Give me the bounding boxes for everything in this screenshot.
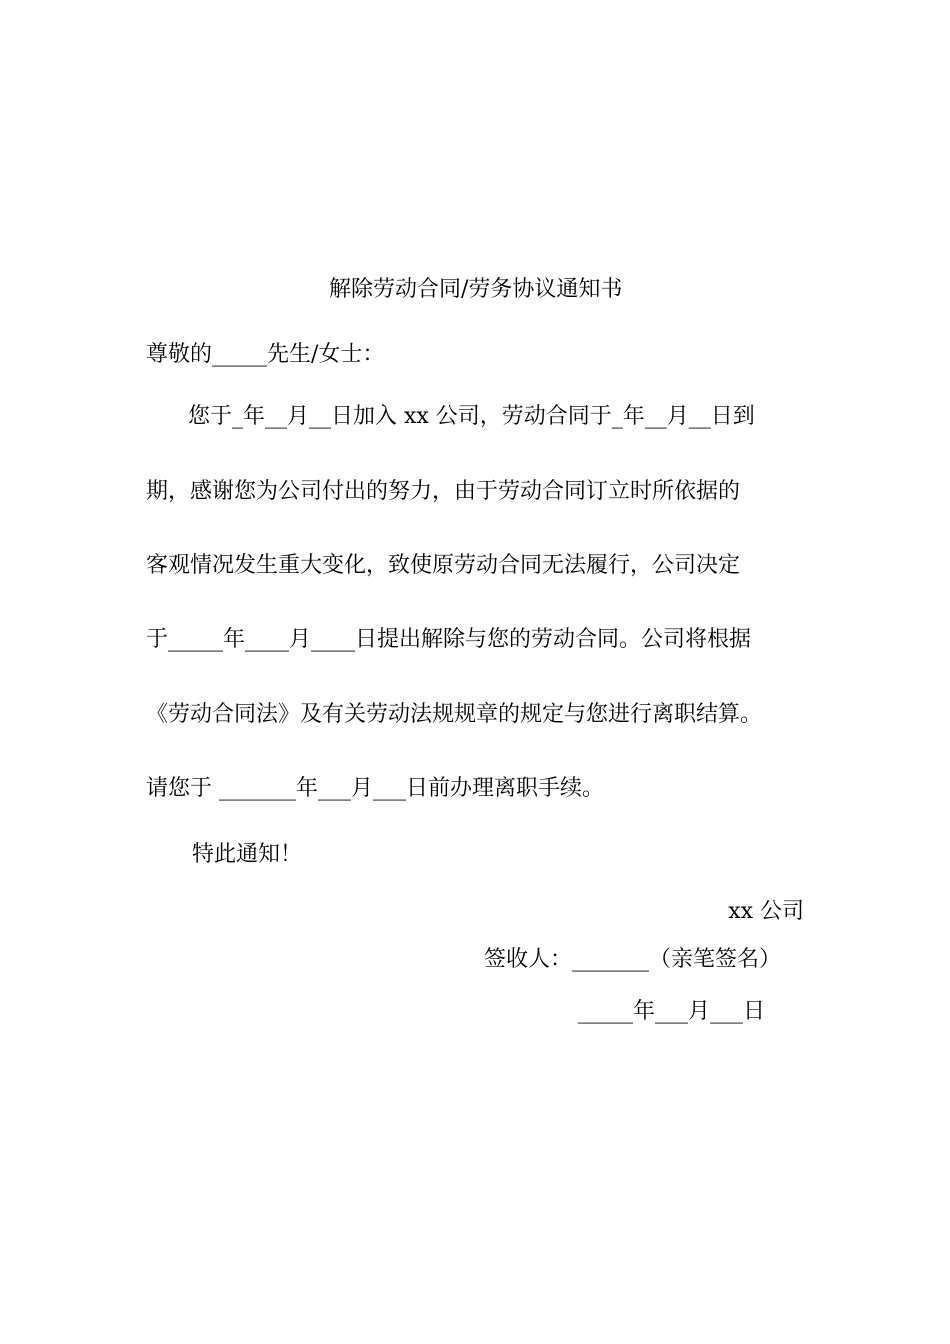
- paragraph-line: 期，感谢您为公司付出的努力，由于劳动合同订立时所依据的: [146, 479, 741, 504]
- paragraph-line: 您于_年__月__日加入 xx 公司，劳动合同于_年__月__日到: [188, 404, 755, 429]
- paragraph-line: 于_____年____月____日提出解除与您的劳动合同。公司将根据: [146, 627, 752, 652]
- closing-remark: 特此通知！: [192, 842, 303, 867]
- document-title: 解除劳动合同/劳务协议通知书: [329, 277, 623, 302]
- company-name: xx 公司: [728, 899, 804, 924]
- salutation: 尊敬的_____先生/女士：: [146, 342, 385, 367]
- date-line: _____年___月___日: [578, 999, 766, 1024]
- paragraph-line: 《劳动合同法》及有关劳动法规规章的规定与您进行离职结算。: [146, 702, 763, 727]
- paragraph-line: 请您于 _______年___月___日前办理离职手续。: [146, 776, 604, 801]
- signer-line: 签收人：_______（亲笔签名）: [484, 947, 782, 972]
- paragraph-line: 客观情况发生重大变化，致使原劳动合同无法履行，公司决定: [146, 553, 741, 578]
